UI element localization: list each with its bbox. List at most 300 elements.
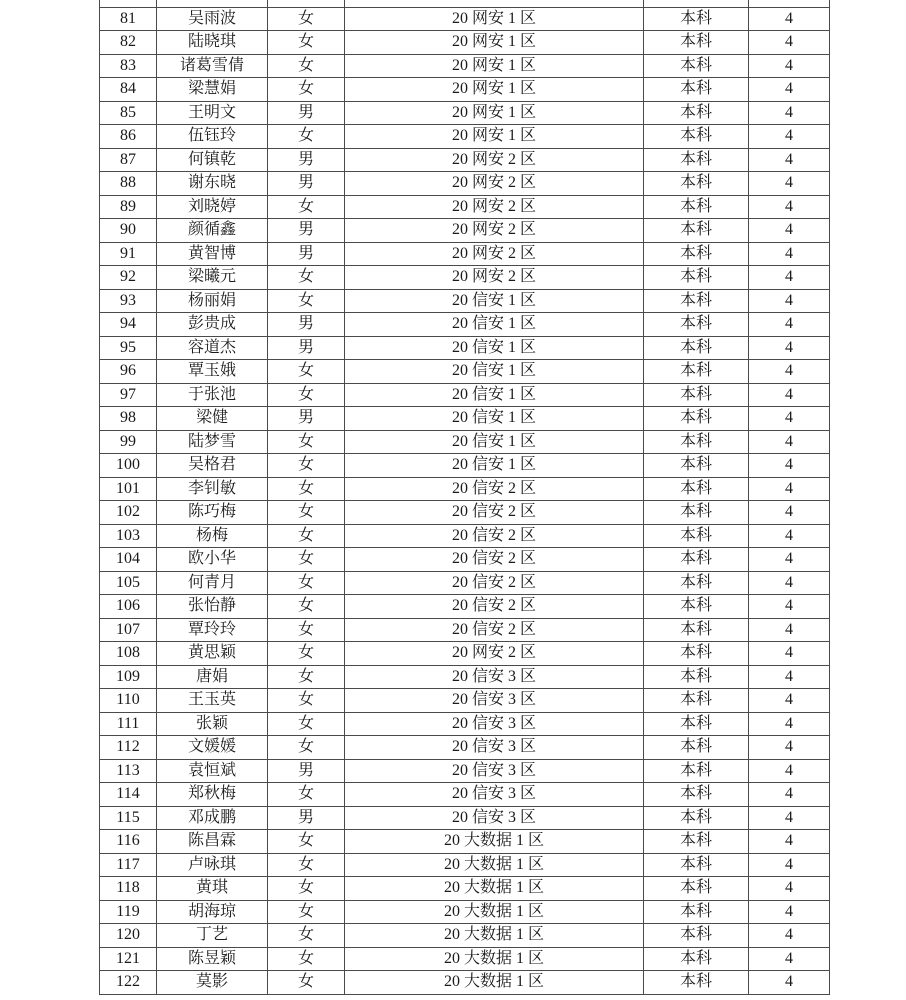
cell-gender: 男: [268, 407, 345, 431]
cell-class: 20 网安 1 区: [345, 31, 644, 55]
table-row: [100, 971, 830, 995]
table-row: [100, 759, 830, 783]
cell-index: 110: [100, 689, 157, 713]
cell-count: 4: [749, 407, 830, 431]
cell-education: 本科: [644, 7, 749, 31]
cell-count: 4: [749, 642, 830, 666]
table-row: [100, 783, 830, 807]
cell-gender: 女: [268, 830, 345, 854]
cell-education: 本科: [644, 665, 749, 689]
cell-education: 本科: [644, 360, 749, 384]
cell-index: 121: [100, 947, 157, 971]
cell-count: 4: [749, 101, 830, 125]
table-row: [100, 360, 830, 384]
cell-count: 4: [749, 78, 830, 102]
cell-index: 112: [100, 736, 157, 760]
cell-education: 本科: [644, 477, 749, 501]
table-row: [100, 78, 830, 102]
cell-education: 本科: [644, 219, 749, 243]
cell-class: 20 信安 1 区: [345, 289, 644, 313]
student-roster-table: [99, 0, 830, 995]
cell-count: 4: [749, 172, 830, 196]
cell-class: 20 信安 2 区: [345, 571, 644, 595]
cell-name: 李钊敏: [157, 477, 268, 501]
cell-count: 4: [749, 336, 830, 360]
cell-index: 109: [100, 665, 157, 689]
student-table-container: [99, 0, 830, 995]
table-row: [100, 665, 830, 689]
cell-name: 梁健: [157, 407, 268, 431]
cell-class: 20 信安 1 区: [345, 430, 644, 454]
cell-class: 20 信安 2 区: [345, 548, 644, 572]
cell-class: [345, 0, 644, 7]
cell-index: 114: [100, 783, 157, 807]
cell-index: 111: [100, 712, 157, 736]
table-row: [100, 125, 830, 149]
cell-gender: 女: [268, 947, 345, 971]
cell-gender: 男: [268, 101, 345, 125]
cell-count: 4: [749, 924, 830, 948]
cell-index: 104: [100, 548, 157, 572]
cell-name: 郑秋梅: [157, 783, 268, 807]
cell-gender: 女: [268, 712, 345, 736]
cell-count: 4: [749, 595, 830, 619]
cell-count: 4: [749, 266, 830, 290]
cell-name: [157, 0, 268, 7]
cell-class: 20 信安 2 区: [345, 595, 644, 619]
cell-name: 颜循鑫: [157, 219, 268, 243]
cell-education: 本科: [644, 172, 749, 196]
cell-class: 20 网安 2 区: [345, 195, 644, 219]
cell-class: 20 信安 1 区: [345, 454, 644, 478]
cell-class: 20 网安 1 区: [345, 78, 644, 102]
cell-class: 20 网安 2 区: [345, 266, 644, 290]
cell-index: 95: [100, 336, 157, 360]
cell-name: 黄琪: [157, 877, 268, 901]
cell-count: 4: [749, 689, 830, 713]
cell-name: 陈昌霖: [157, 830, 268, 854]
cell-class: 20 大数据 1 区: [345, 877, 644, 901]
cell-index: 87: [100, 148, 157, 172]
cell-gender: 女: [268, 877, 345, 901]
table-row: [100, 736, 830, 760]
cell-index: 84: [100, 78, 157, 102]
cell-name: 何镇乾: [157, 148, 268, 172]
cell-count: 4: [749, 900, 830, 924]
cell-education: 本科: [644, 407, 749, 431]
cell-gender: 女: [268, 31, 345, 55]
cell-education: 本科: [644, 689, 749, 713]
cell-name: 文媛媛: [157, 736, 268, 760]
cell-index: 105: [100, 571, 157, 595]
cell-count: 4: [749, 783, 830, 807]
table-row: [100, 383, 830, 407]
cell-education: 本科: [644, 806, 749, 830]
cell-count: 4: [749, 54, 830, 78]
cell-index: 89: [100, 195, 157, 219]
cell-name: 胡海琼: [157, 900, 268, 924]
table-row: [100, 501, 830, 525]
cell-index: 117: [100, 853, 157, 877]
cell-count: 4: [749, 477, 830, 501]
cell-class: 20 大数据 1 区: [345, 853, 644, 877]
cell-education: 本科: [644, 195, 749, 219]
cell-index: 91: [100, 242, 157, 266]
cell-class: 20 信安 3 区: [345, 689, 644, 713]
cell-class: 20 大数据 1 区: [345, 971, 644, 995]
table-row: [100, 548, 830, 572]
cell-class: 20 网安 2 区: [345, 172, 644, 196]
cell-education: 本科: [644, 642, 749, 666]
table-row: [100, 148, 830, 172]
cell-education: [644, 0, 749, 7]
cell-class: 20 网安 2 区: [345, 219, 644, 243]
cell-education: 本科: [644, 336, 749, 360]
cell-name: 覃玲玲: [157, 618, 268, 642]
cell-count: 4: [749, 383, 830, 407]
cell-index: 93: [100, 289, 157, 313]
cell-count: 4: [749, 219, 830, 243]
cell-name: 杨丽娟: [157, 289, 268, 313]
cell-name: 王明文: [157, 101, 268, 125]
cell-name: 黄思颖: [157, 642, 268, 666]
cell-name: 唐娟: [157, 665, 268, 689]
cell-gender: 女: [268, 689, 345, 713]
cell-count: 4: [749, 947, 830, 971]
table-row: [100, 806, 830, 830]
cell-index: 119: [100, 900, 157, 924]
cell-class: 20 信安 2 区: [345, 524, 644, 548]
cell-gender: 女: [268, 642, 345, 666]
cell-index: 97: [100, 383, 157, 407]
table-row: [100, 313, 830, 337]
cell-name: 莫影: [157, 971, 268, 995]
cell-education: 本科: [644, 125, 749, 149]
cell-name: 陈巧梅: [157, 501, 268, 525]
cell-class: 20 信安 2 区: [345, 618, 644, 642]
cell-name: 丁艺: [157, 924, 268, 948]
cell-name: 欧小华: [157, 548, 268, 572]
cell-index: 82: [100, 31, 157, 55]
cell-name: 彭贵成: [157, 313, 268, 337]
cell-gender: 女: [268, 7, 345, 31]
cell-name: 陆梦雪: [157, 430, 268, 454]
table-row: [100, 430, 830, 454]
cell-name: 谢东晓: [157, 172, 268, 196]
cell-index: 96: [100, 360, 157, 384]
cell-index: 102: [100, 501, 157, 525]
table-row: [100, 336, 830, 360]
cell-gender: 女: [268, 853, 345, 877]
cell-gender: 男: [268, 242, 345, 266]
cell-count: 4: [749, 736, 830, 760]
cell-gender: 女: [268, 477, 345, 501]
cell-index: 90: [100, 219, 157, 243]
cell-count: 4: [749, 360, 830, 384]
cell-index: 100: [100, 454, 157, 478]
cell-gender: 女: [268, 54, 345, 78]
table-row: [100, 219, 830, 243]
cell-name: 吴格君: [157, 454, 268, 478]
cell-index: 88: [100, 172, 157, 196]
table-row: [100, 454, 830, 478]
cell-index: 94: [100, 313, 157, 337]
cell-name: 杨梅: [157, 524, 268, 548]
cell-education: 本科: [644, 595, 749, 619]
cell-gender: 女: [268, 783, 345, 807]
cell-name: 刘晓婷: [157, 195, 268, 219]
cell-education: 本科: [644, 430, 749, 454]
table-row: [100, 618, 830, 642]
table-row: [100, 924, 830, 948]
cell-index: 92: [100, 266, 157, 290]
table-row: [100, 289, 830, 313]
cell-class: 20 网安 2 区: [345, 242, 644, 266]
cell-class: 20 信安 3 区: [345, 783, 644, 807]
cell-index: 122: [100, 971, 157, 995]
cell-name: 邓成鹏: [157, 806, 268, 830]
cell-index: 83: [100, 54, 157, 78]
cell-count: 4: [749, 148, 830, 172]
cell-gender: 女: [268, 195, 345, 219]
cell-index: 116: [100, 830, 157, 854]
cell-count: 4: [749, 195, 830, 219]
student-roster-body: [100, 0, 830, 994]
cell-gender: 女: [268, 571, 345, 595]
cell-index: 99: [100, 430, 157, 454]
cell-education: 本科: [644, 313, 749, 337]
cell-class: 20 大数据 1 区: [345, 947, 644, 971]
cell-education: 本科: [644, 571, 749, 595]
cell-gender: 男: [268, 313, 345, 337]
cell-name: 何青月: [157, 571, 268, 595]
cell-education: 本科: [644, 101, 749, 125]
table-row: [100, 7, 830, 31]
table-row: [100, 524, 830, 548]
cell-name: 张颖: [157, 712, 268, 736]
cell-index: 101: [100, 477, 157, 501]
cell-gender: 女: [268, 289, 345, 313]
table-row: [100, 477, 830, 501]
table-row: [100, 642, 830, 666]
cell-education: 本科: [644, 736, 749, 760]
cell-count: 4: [749, 830, 830, 854]
cell-education: 本科: [644, 148, 749, 172]
cell-education: 本科: [644, 501, 749, 525]
cell-count: 4: [749, 31, 830, 55]
cell-count: 4: [749, 971, 830, 995]
cell-gender: 女: [268, 383, 345, 407]
cell-education: 本科: [644, 524, 749, 548]
cell-class: 20 网安 1 区: [345, 7, 644, 31]
cell-name: 伍钰玲: [157, 125, 268, 149]
cell-index: 86: [100, 125, 157, 149]
cell-count: 4: [749, 712, 830, 736]
cell-gender: 男: [268, 336, 345, 360]
cell-count: 4: [749, 524, 830, 548]
table-row: [100, 54, 830, 78]
cell-index: 115: [100, 806, 157, 830]
cell-class: 20 网安 1 区: [345, 54, 644, 78]
table-row: [100, 571, 830, 595]
cell-count: 4: [749, 7, 830, 31]
cell-gender: 女: [268, 595, 345, 619]
cell-education: 本科: [644, 924, 749, 948]
cell-gender: 男: [268, 759, 345, 783]
cell-gender: 女: [268, 430, 345, 454]
cell-count: 4: [749, 877, 830, 901]
table-row: [100, 830, 830, 854]
cell-gender: 女: [268, 900, 345, 924]
table-row: [100, 877, 830, 901]
cell-index: 113: [100, 759, 157, 783]
cell-name: 容道杰: [157, 336, 268, 360]
cell-class: 20 信安 3 区: [345, 665, 644, 689]
cell-name: 黄智博: [157, 242, 268, 266]
cell-class: 20 信安 2 区: [345, 501, 644, 525]
cell-index: 118: [100, 877, 157, 901]
table-row: [100, 900, 830, 924]
table-row: [100, 195, 830, 219]
cell-gender: 女: [268, 125, 345, 149]
cell-count: 4: [749, 853, 830, 877]
cell-education: 本科: [644, 853, 749, 877]
cell-education: 本科: [644, 618, 749, 642]
table-row: [100, 172, 830, 196]
cell-class: 20 信安 1 区: [345, 336, 644, 360]
table-row: [100, 853, 830, 877]
table-row: [100, 407, 830, 431]
cell-gender: 女: [268, 736, 345, 760]
cell-name: 王玉英: [157, 689, 268, 713]
cell-gender: 女: [268, 548, 345, 572]
cell-count: 4: [749, 242, 830, 266]
cell-class: 20 信安 2 区: [345, 477, 644, 501]
cell-education: 本科: [644, 383, 749, 407]
cell-class: 20 信安 3 区: [345, 759, 644, 783]
cell-index: [100, 0, 157, 7]
cell-gender: 女: [268, 501, 345, 525]
cell-name: 覃玉娥: [157, 360, 268, 384]
cell-gender: 女: [268, 454, 345, 478]
cell-education: 本科: [644, 877, 749, 901]
table-row: [100, 31, 830, 55]
cell-class: 20 网安 1 区: [345, 125, 644, 149]
cell-name: 袁恒斌: [157, 759, 268, 783]
cell-name: 卢咏琪: [157, 853, 268, 877]
cell-education: 本科: [644, 289, 749, 313]
cell-education: 本科: [644, 783, 749, 807]
cell-gender: 女: [268, 665, 345, 689]
cell-count: 4: [749, 806, 830, 830]
cell-class: 20 信安 3 区: [345, 712, 644, 736]
cell-name: 吴雨波: [157, 7, 268, 31]
cell-education: 本科: [644, 78, 749, 102]
cell-gender: 女: [268, 524, 345, 548]
table-row: [100, 689, 830, 713]
cell-education: 本科: [644, 548, 749, 572]
cell-education: 本科: [644, 759, 749, 783]
cell-education: 本科: [644, 454, 749, 478]
cell-index: 120: [100, 924, 157, 948]
cell-count: 4: [749, 759, 830, 783]
cell-gender: 男: [268, 806, 345, 830]
cell-count: 4: [749, 313, 830, 337]
cell-gender: [268, 0, 345, 7]
cell-count: 4: [749, 548, 830, 572]
cell-count: 4: [749, 571, 830, 595]
cell-count: 4: [749, 125, 830, 149]
cell-education: 本科: [644, 242, 749, 266]
cell-count: 4: [749, 289, 830, 313]
table-row: [100, 266, 830, 290]
cell-class: 20 信安 1 区: [345, 407, 644, 431]
cell-education: 本科: [644, 830, 749, 854]
cell-class: 20 网安 2 区: [345, 148, 644, 172]
cell-education: 本科: [644, 971, 749, 995]
cell-count: 4: [749, 454, 830, 478]
cell-class: 20 信安 3 区: [345, 736, 644, 760]
cell-gender: 女: [268, 78, 345, 102]
cell-index: 103: [100, 524, 157, 548]
cell-gender: 男: [268, 219, 345, 243]
cell-gender: 女: [268, 924, 345, 948]
cell-gender: 男: [268, 148, 345, 172]
cell-gender: 女: [268, 266, 345, 290]
cell-index: 85: [100, 101, 157, 125]
cell-name: 陈昱颖: [157, 947, 268, 971]
cell-class: 20 信安 1 区: [345, 313, 644, 337]
cell-count: 4: [749, 618, 830, 642]
table-row: [100, 947, 830, 971]
table-row: [100, 712, 830, 736]
cell-education: 本科: [644, 31, 749, 55]
table-row: [100, 242, 830, 266]
cell-education: 本科: [644, 900, 749, 924]
cell-gender: 男: [268, 172, 345, 196]
cell-class: 20 信安 1 区: [345, 383, 644, 407]
table-row: [100, 101, 830, 125]
cell-class: 20 信安 1 区: [345, 360, 644, 384]
cell-class: 20 大数据 1 区: [345, 830, 644, 854]
cell-count: 4: [749, 430, 830, 454]
cell-gender: 女: [268, 360, 345, 384]
cell-education: 本科: [644, 947, 749, 971]
cell-index: 108: [100, 642, 157, 666]
cell-name: 张怡静: [157, 595, 268, 619]
cell-gender: 女: [268, 618, 345, 642]
cell-class: 20 网安 2 区: [345, 642, 644, 666]
cell-count: [749, 0, 830, 7]
cell-education: 本科: [644, 54, 749, 78]
cell-index: 106: [100, 595, 157, 619]
cell-class: 20 信安 3 区: [345, 806, 644, 830]
cell-class: 20 大数据 1 区: [345, 900, 644, 924]
table-row: [100, 595, 830, 619]
cell-count: 4: [749, 501, 830, 525]
cell-count: 4: [749, 665, 830, 689]
table-row-partial-previous: [100, 0, 830, 7]
cell-name: 梁慧娟: [157, 78, 268, 102]
cell-name: 梁曦元: [157, 266, 268, 290]
cell-education: 本科: [644, 712, 749, 736]
cell-index: 107: [100, 618, 157, 642]
cell-gender: 女: [268, 971, 345, 995]
cell-class: 20 大数据 1 区: [345, 924, 644, 948]
cell-class: 20 网安 1 区: [345, 101, 644, 125]
cell-index: 81: [100, 7, 157, 31]
cell-name: 诸葛雪倩: [157, 54, 268, 78]
